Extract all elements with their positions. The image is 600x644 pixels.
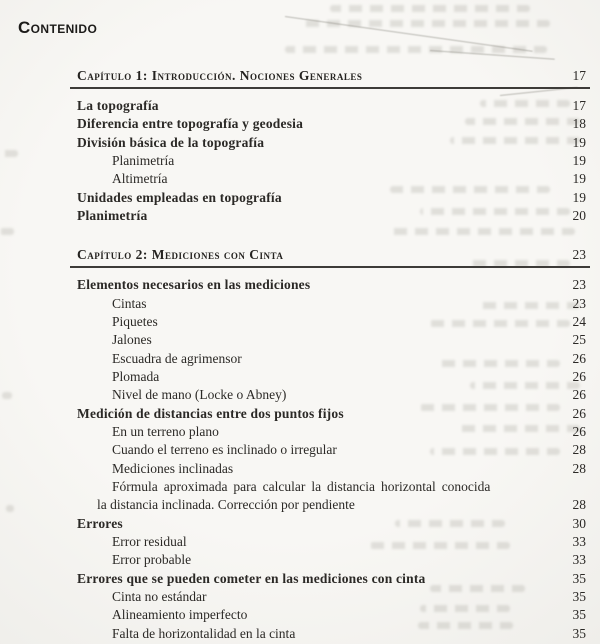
- entry-label: Cuando el terreno es inclinado o irregular: [112, 442, 337, 458]
- toc-entry: [77, 386, 586, 404]
- bleedthrough-smudge: [300, 20, 550, 27]
- entry-page-number: 19: [572, 152, 586, 168]
- toc-entry: [77, 152, 586, 170]
- toc-entry: [77, 606, 586, 624]
- toc-entry: [77, 551, 586, 569]
- entry-page-number: 28: [572, 460, 586, 476]
- toc-entry: [77, 313, 586, 331]
- entry-label: Medición de distancias entre dos puntos fijos: [77, 405, 344, 421]
- bleedthrough-smudge: [6, 505, 14, 512]
- entry-label: En un terreno plano: [112, 423, 219, 439]
- scan-scratch-line: [430, 50, 555, 60]
- entry-label: Cintas: [112, 295, 147, 311]
- toc-entry: [77, 97, 586, 115]
- entry-page-number: 35: [572, 570, 586, 586]
- entry-page-number: 17: [572, 98, 586, 113]
- entry-page-number: 35: [572, 607, 586, 623]
- toc-entry: [77, 405, 586, 423]
- toc-entry: [77, 207, 586, 225]
- entry-page-number: 23: [572, 295, 586, 311]
- entry-label: Error probable: [112, 552, 192, 568]
- entry-page-number: 23: [572, 277, 586, 293]
- entry-page-number: 26: [572, 387, 586, 403]
- entry-label: Errores que se pueden cometer en las mediciones con cinta: [77, 570, 426, 586]
- bleedthrough-smudge: [285, 46, 547, 53]
- entry-label: La topografía: [77, 98, 159, 113]
- entry-page-number: 19: [572, 134, 586, 150]
- entry-page-number: 24: [572, 313, 586, 329]
- entry-label: Jalones: [112, 332, 152, 348]
- entry-page-number: 33: [572, 533, 586, 549]
- scan-scratch-line: [285, 16, 533, 52]
- chapter-page-number: 17: [572, 68, 586, 83]
- entry-page-number: 26: [572, 423, 586, 439]
- toc-entry: [77, 478, 586, 496]
- entry-label: Error residual: [112, 533, 187, 549]
- toc-entry: [77, 331, 586, 349]
- toc-entry: [77, 588, 586, 606]
- entry-page-number: 26: [572, 350, 586, 366]
- bleedthrough-smudge: [0, 150, 18, 157]
- entry-page-number: 28: [572, 442, 586, 458]
- chapter-heading: [70, 68, 590, 89]
- entry-label: División básica de la topografía: [77, 134, 265, 150]
- entry-page-number: 26: [572, 368, 586, 384]
- entry-page-number: 33: [572, 552, 586, 568]
- entry-page-number: 25: [572, 332, 586, 348]
- toc-entry: [77, 625, 586, 643]
- toc-entry: [77, 368, 586, 386]
- bleedthrough-smudge: [330, 5, 530, 12]
- entry-page-number: 20: [572, 207, 586, 223]
- toc-entry: [77, 115, 586, 133]
- entry-page-number: 18: [572, 116, 586, 132]
- toc-entry: [77, 423, 586, 441]
- entry-label: Errores: [77, 515, 123, 531]
- toc-entry: [77, 570, 586, 588]
- entry-label: Diferencia entre topografía y geodesia: [77, 116, 304, 132]
- entry-label: Altimetría: [112, 171, 168, 187]
- entry-label: Alineamiento imperfecto: [112, 607, 248, 623]
- entry-label: la distancia inclinada. Corrección por pendiente: [97, 497, 355, 513]
- entry-label: Elementos necesarios en las mediciones: [77, 277, 311, 293]
- chapter-section-1: [77, 68, 586, 225]
- entry-page-number: 19: [572, 171, 586, 187]
- toc-entry: [77, 350, 586, 368]
- chapter-heading: [70, 247, 590, 268]
- toc-entry: [77, 276, 586, 294]
- entry-page-number: 30: [572, 515, 586, 531]
- entry-label: Unidades empleadas en topografía: [77, 189, 282, 205]
- entry-label: Escuadra de agrimensor: [112, 350, 242, 366]
- entry-label: Nivel de mano (Locke o Abney): [112, 387, 287, 403]
- bleedthrough-smudge: [2, 392, 12, 399]
- entry-page-number: 35: [572, 588, 586, 604]
- toc-entry: [77, 134, 586, 152]
- toc-entry: [77, 496, 586, 514]
- entry-page-number: 26: [572, 405, 586, 421]
- chapter-section-2: [77, 247, 586, 643]
- bleedthrough-smudge: [0, 228, 14, 235]
- toc-entry: [77, 441, 586, 459]
- entry-page-number: 28: [572, 497, 586, 513]
- entry-page-number: 35: [572, 625, 586, 641]
- entry-label: Piquetes: [112, 313, 158, 329]
- chapter-title: Capítulo 2: Mediciones con Cinta: [77, 247, 284, 263]
- table-of-contents: [77, 68, 586, 643]
- toc-entry: [77, 170, 586, 188]
- entry-label: Plomada: [112, 368, 160, 384]
- toc-entry: [77, 460, 586, 478]
- toc-entry: [77, 189, 586, 207]
- entry-page-number: 19: [572, 189, 586, 205]
- entry-label: Fórmula aproximada para calcular la distancia horizontal conocida: [112, 478, 491, 494]
- toc-entry: [77, 533, 586, 551]
- chapter-page-number: 23: [572, 247, 586, 263]
- page-title: Contenido: [18, 18, 98, 37]
- entry-label: Planimetría: [77, 207, 148, 223]
- entry-label: Mediciones inclinadas: [112, 460, 234, 476]
- toc-entry: [77, 515, 586, 533]
- entry-label: Planimetría: [112, 152, 175, 168]
- toc-entry: [77, 295, 586, 313]
- entry-label: Falta de horizontalidad en la cinta: [112, 625, 296, 641]
- entry-label: Cinta no estándar: [112, 588, 207, 604]
- chapter-title: Capítulo 1: Introducción. Nociones Generales: [77, 68, 363, 83]
